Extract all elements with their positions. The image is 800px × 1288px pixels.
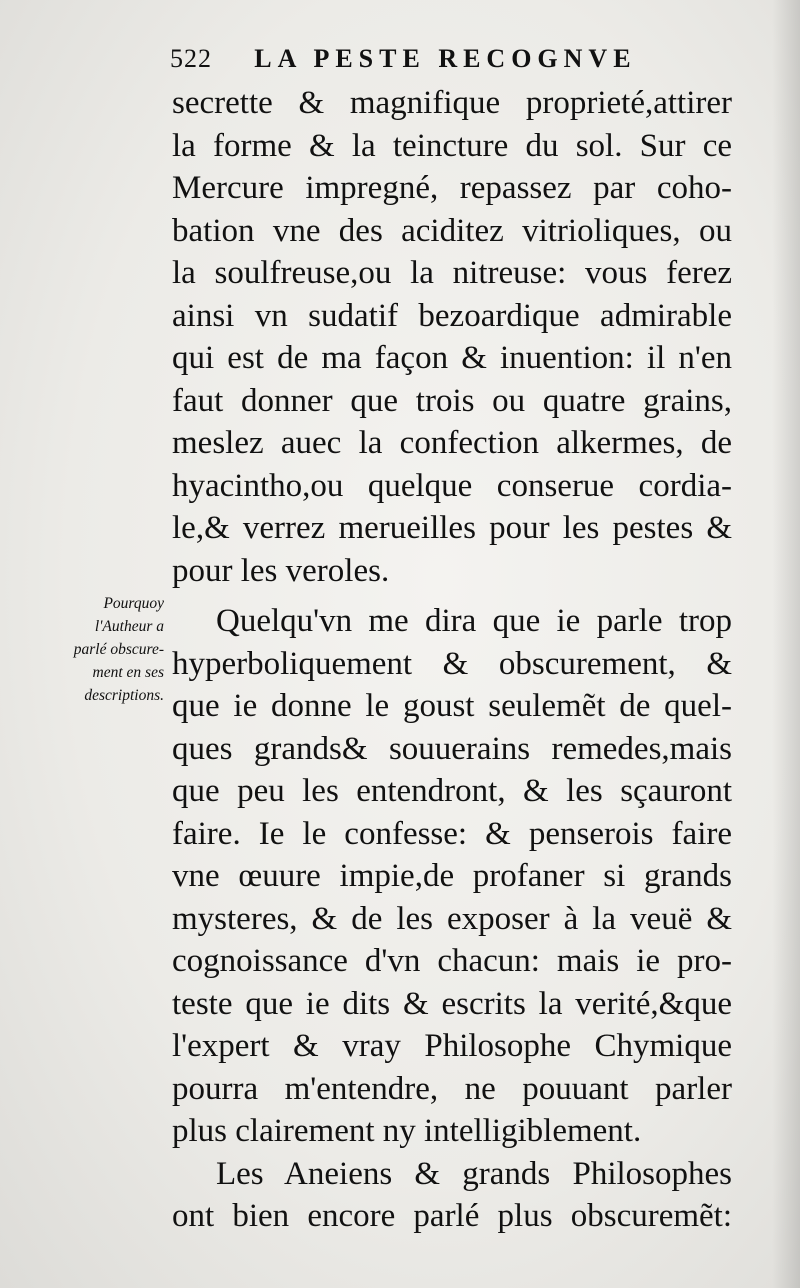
marginal-note-line: l'Autheur a [94, 618, 164, 635]
paragraph-first-line: Les Aneiens & grands Philosophes [216, 1155, 732, 1192]
text-line: faut donner que trois ou quatre grains, [172, 382, 732, 419]
marginal-note-line: Pourquoy [103, 595, 164, 612]
text-line: pour les veroles. [172, 552, 390, 589]
text-line: cognoissance d'vn chacun: mais ie pro- [172, 943, 732, 979]
text-line: plus clairement ny intelligiblement. [172, 1113, 642, 1149]
text-line: hyacintho,ou quelque conserue cordia- [172, 467, 732, 504]
text-line: pourra m'entendre, ne pouuant parler [172, 1070, 732, 1107]
text-line: que ie donne le goust seulemẽt de quel- [172, 688, 732, 724]
text-line: mysteres, & de les exposer à la veuë & [172, 900, 732, 937]
text-line: ques grands& souuerains remedes,mais [172, 730, 732, 767]
marginal-note-line: descriptions. [84, 687, 164, 704]
body-text [172, 82, 732, 1238]
text-line: secrette & magnifique proprieté,attirer [172, 85, 732, 121]
text-line: meslez auec la confection alkermes, de [172, 425, 732, 461]
marginal-note-line: ment en ses [92, 664, 164, 681]
text-line: Mercure impregné, repassez par coho- [172, 170, 732, 206]
text-line: hyperboliquement & obscurement, & [172, 645, 732, 682]
running-header [170, 44, 730, 80]
text-line: que peu les entendront, & les sçauront [172, 773, 732, 809]
text-line: faire. Ie le confesse: & penserois faire [172, 815, 732, 852]
page-number: 522 [170, 44, 212, 73]
text-line: le,& verrez merueilles pour les pestes & [172, 510, 732, 546]
running-title: LA PESTE RECOGNVE [254, 44, 637, 73]
paragraph-first-line: Quelqu'vn me dira que ie parle trop [216, 603, 732, 639]
text-line: l'expert & vray Philosophe Chymique [172, 1028, 732, 1064]
text-line: la forme & la teincture du sol. Sur ce [172, 127, 732, 164]
text-line: ont bien encore parlé plus obscuremẽt: [172, 1198, 732, 1234]
text-line: qui est de ma façon & inuention: il n'en [172, 340, 732, 376]
text-line: vne œuure impie,de profaner si grands [172, 858, 732, 894]
text-line: ainsi vn sudatif bezoardique admirable [172, 297, 732, 334]
page-edge-shadow [772, 0, 800, 1288]
text-line: bation vne des aciditez vitrioliques, ou [172, 212, 732, 249]
marginal-note-line: parlé obscure- [73, 641, 164, 658]
marginal-note [36, 592, 164, 707]
text-line: la soulfreuse,ou la nitreuse: vous ferez [172, 255, 732, 291]
text-line: teste que ie dits & escrits la verité,&que [172, 985, 732, 1022]
